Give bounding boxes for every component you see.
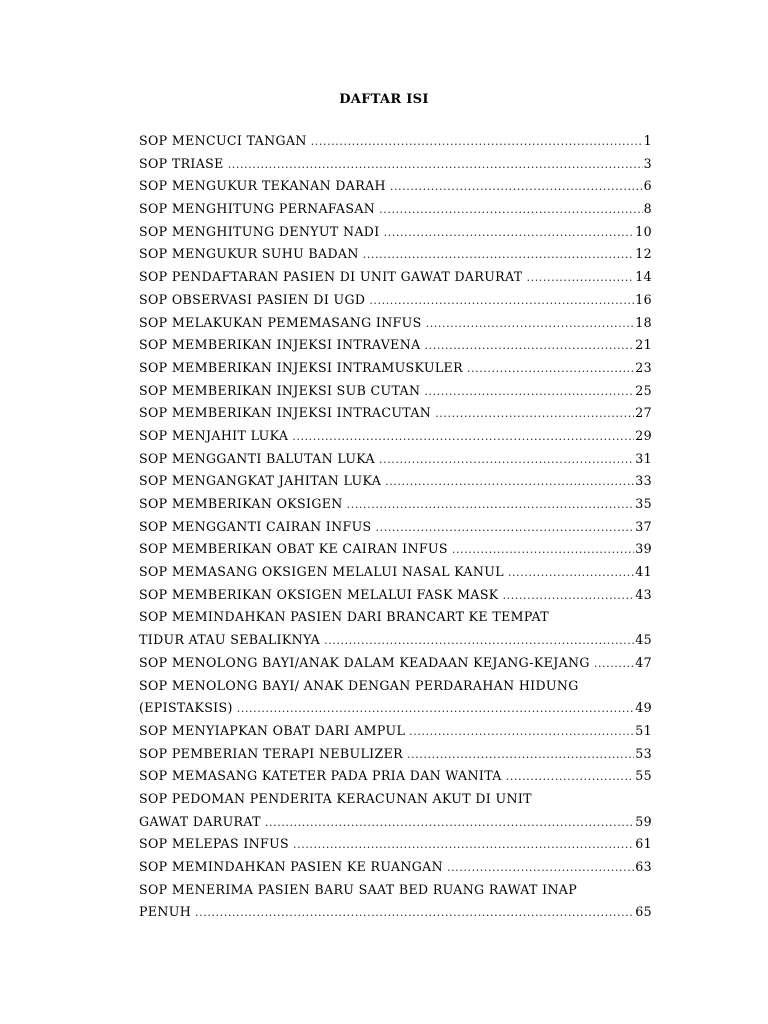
dot-leader xyxy=(425,335,635,357)
toc-entry-title: SOP MELEPAS INFUS xyxy=(139,836,290,852)
toc-entry[interactable] xyxy=(139,765,652,788)
toc-entry-line xyxy=(139,516,652,539)
toc-entry-title: SOP MENGUKUR SUHU BADAN xyxy=(139,246,359,262)
toc-page-number: 51 xyxy=(635,722,652,738)
toc-entry[interactable] xyxy=(139,788,652,833)
dot-leader xyxy=(508,562,634,584)
toc-entry-title: (EPISTAKSIS) xyxy=(139,700,233,716)
toc-entry-title: PENUH xyxy=(139,904,192,920)
toc-entry-title: SOP PEDOMAN PENDERITA KERACUNAN AKUT DI UNIT xyxy=(139,790,532,806)
toc-entry-title: SOP MEMBERIKAN INJEKSI INTRAVENA xyxy=(139,337,421,353)
page-title: DAFTAR ISI xyxy=(339,92,429,107)
toc-entry-title: SOP MENCUCI TANGAN xyxy=(139,133,307,148)
toc-entry-line xyxy=(139,130,652,153)
toc-entry-title: SOP MELAKUKAN PEMEMASANG INFUS xyxy=(139,314,422,330)
toc-entry[interactable] xyxy=(139,516,652,539)
toc-entry-line xyxy=(139,720,652,743)
dot-leader xyxy=(447,857,634,879)
toc-entry-title: SOP MENERIMA PASIEN BARU SAAT BED RUANG RAWAT INAP xyxy=(139,881,578,897)
toc-page-number: 10 xyxy=(635,223,652,239)
toc-entry-title: SOP MEMBERIKAN INJEKSI INTRACUTAN xyxy=(139,405,432,421)
toc-entry-title: SOP MEMBERIKAN INJEKSI SUB CUTAN xyxy=(139,382,421,398)
toc-entry-title: SOP TRIASE xyxy=(139,155,224,171)
toc-entry-title: SOP OBSERVASI PASIEN DI UGD xyxy=(139,291,366,307)
toc-entry-line xyxy=(139,697,652,720)
toc-entry-line xyxy=(139,380,652,403)
toc-entry-line xyxy=(139,675,652,698)
dot-leader xyxy=(435,403,634,425)
dot-leader xyxy=(347,494,635,516)
toc-entry-line xyxy=(139,312,652,335)
dot-leader xyxy=(265,812,634,834)
dot-leader xyxy=(452,539,634,561)
dot-leader xyxy=(379,449,634,471)
toc-entry-line xyxy=(139,402,652,425)
toc-entry-title: SOP PENDAFTARAN PASIEN DI UNIT GAWAT DARURAT xyxy=(139,269,523,285)
toc-entry-title: SOP MENYIAPKAN OBAT DARI AMPUL xyxy=(139,722,406,738)
toc-entry[interactable] xyxy=(139,221,652,244)
toc-entry-line xyxy=(139,221,652,244)
toc-page-number: 47 xyxy=(635,654,652,670)
toc-page-number: 3 xyxy=(643,155,652,171)
dot-leader xyxy=(293,834,634,856)
toc-entry-line xyxy=(139,743,652,766)
toc-entry-title: SOP MENGHITUNG PERNAFASAN xyxy=(139,201,376,217)
toc-entry[interactable] xyxy=(139,425,652,448)
toc-page-number: 53 xyxy=(635,745,652,761)
dot-leader xyxy=(594,653,634,675)
toc-entry-line xyxy=(139,788,652,811)
toc-entry-line xyxy=(139,175,652,198)
toc-entry[interactable] xyxy=(139,289,652,312)
toc-entry-line xyxy=(139,493,652,516)
toc-entry[interactable] xyxy=(139,312,652,335)
toc-entry-title: TIDUR ATAU SEBALIKNYA xyxy=(139,632,321,648)
dot-leader xyxy=(228,154,643,176)
toc-entry-title: SOP MENGHITUNG DENYUT NADI xyxy=(139,223,380,239)
toc-entry[interactable] xyxy=(139,561,652,584)
toc-entry-line xyxy=(139,153,652,176)
dot-leader xyxy=(311,131,643,153)
toc-page-number: 65 xyxy=(635,904,652,920)
toc-entry-line xyxy=(139,289,652,312)
toc-page-number: 25 xyxy=(635,382,652,398)
dot-leader xyxy=(379,199,642,221)
toc-entry-line xyxy=(139,765,652,788)
toc-entry[interactable] xyxy=(139,743,652,766)
toc-entry-title: SOP MEMASANG OKSIGEN MELALUI NASAL KANUL xyxy=(139,564,504,580)
dot-leader xyxy=(369,290,634,312)
toc-entry[interactable] xyxy=(139,357,652,380)
toc-page-number: 29 xyxy=(635,427,652,443)
toc-entry[interactable] xyxy=(139,448,652,471)
toc-page-number: 35 xyxy=(635,496,652,511)
toc-page-number: 55 xyxy=(635,768,652,784)
toc-entry-title: SOP MEMASANG KATETER PADA PRIA DAN WANITA xyxy=(139,768,502,784)
toc-page-number: 14 xyxy=(635,269,652,285)
dot-leader xyxy=(424,381,634,403)
toc-entry-line xyxy=(139,811,652,834)
toc-entry-line xyxy=(139,448,652,471)
toc-page-number: 43 xyxy=(635,586,652,602)
dot-leader xyxy=(467,358,634,380)
toc-entry-title: SOP MEMBERIKAN OBAT KE CAIRAN INFUS xyxy=(139,541,448,557)
toc-entry-line xyxy=(139,833,652,856)
toc-page-number: 27 xyxy=(635,405,652,421)
toc-entry-title: SOP MENGUKUR TEKANAN DARAH xyxy=(139,178,386,194)
toc-entry-line xyxy=(139,901,652,924)
dot-leader xyxy=(426,313,635,335)
table-of-contents xyxy=(139,130,652,924)
dot-leader xyxy=(363,244,635,266)
toc-page-number: 21 xyxy=(635,337,652,353)
toc-entry[interactable] xyxy=(139,243,652,266)
dot-leader xyxy=(385,471,634,493)
toc-entry-title: SOP MEMBERIKAN OKSIGEN MELALUI FASK MASK xyxy=(139,586,499,602)
toc-entry[interactable] xyxy=(139,153,652,176)
toc-entry-line xyxy=(139,584,652,607)
dot-leader xyxy=(237,698,635,720)
toc-page-number: 45 xyxy=(635,632,652,648)
toc-page-number: 31 xyxy=(635,450,652,466)
toc-entry[interactable] xyxy=(139,130,652,153)
dot-leader xyxy=(195,902,634,924)
toc-entry-title: SOP MENGGANTI BALUTAN LUKA xyxy=(139,450,375,466)
dot-leader xyxy=(376,517,635,539)
toc-entry-line xyxy=(139,198,652,221)
toc-page-number: 33 xyxy=(635,473,652,489)
toc-entry[interactable] xyxy=(139,175,652,198)
dot-leader xyxy=(409,721,634,743)
toc-entry-line xyxy=(139,856,652,879)
toc-entry-line xyxy=(139,266,652,289)
toc-entry[interactable] xyxy=(139,675,652,720)
toc-page-number: 63 xyxy=(635,859,652,874)
toc-entry[interactable] xyxy=(139,493,652,516)
toc-entry[interactable] xyxy=(139,538,652,561)
toc-entry[interactable] xyxy=(139,652,652,675)
toc-entry-line xyxy=(139,470,652,493)
toc-entry[interactable] xyxy=(139,856,652,879)
toc-entry-title: SOP MENGANGKAT JAHITAN LUKA xyxy=(139,473,382,489)
dot-leader xyxy=(506,766,635,788)
toc-page-number: 37 xyxy=(635,518,652,534)
toc-entry-line xyxy=(139,425,652,448)
toc-entry-title: SOP MENOLONG BAYI/ANAK DALAM KEADAAN KEJANG-KEJANG xyxy=(139,654,590,670)
toc-page-number: 39 xyxy=(635,541,652,557)
toc-entry[interactable] xyxy=(139,380,652,403)
toc-entry-line xyxy=(139,879,652,902)
toc-entry-title: SOP MEMBERIKAN INJEKSI INTRAMUSKULER xyxy=(139,359,463,375)
toc-entry[interactable] xyxy=(139,470,652,493)
dot-leader xyxy=(384,222,635,244)
toc-entry[interactable] xyxy=(139,266,652,289)
toc-entry-line xyxy=(139,357,652,380)
toc-entry-line xyxy=(139,606,652,629)
toc-page-number: 16 xyxy=(635,291,652,307)
toc-entry-title: SOP MEMINDAHKAN PASIEN DARI BRANCART KE TEMPAT xyxy=(139,609,550,625)
dot-leader xyxy=(324,630,634,652)
toc-entry-title: SOP MENJAHIT LUKA xyxy=(139,427,289,443)
toc-entry-title: SOP PEMBERIAN TERAPI NEBULIZER xyxy=(139,745,403,761)
toc-entry-line xyxy=(139,243,652,266)
toc-entry[interactable] xyxy=(139,198,652,221)
toc-page-number: 12 xyxy=(635,246,652,262)
toc-page-number: 6 xyxy=(643,178,652,194)
toc-entry-line xyxy=(139,538,652,561)
toc-entry[interactable] xyxy=(139,334,652,357)
toc-page-number: 59 xyxy=(635,813,652,829)
toc-entry-title: GAWAT DARURAT xyxy=(139,813,261,829)
dot-leader xyxy=(292,426,634,448)
toc-entry[interactable] xyxy=(139,402,652,425)
toc-page-number: 8 xyxy=(643,201,652,217)
toc-entry[interactable] xyxy=(139,833,652,856)
dot-leader xyxy=(390,176,643,198)
toc-entry[interactable] xyxy=(139,584,652,607)
toc-entry-title: SOP MEMBERIKAN OKSIGEN xyxy=(139,496,343,511)
toc-entry-line xyxy=(139,629,652,652)
toc-page-number: 41 xyxy=(635,564,652,580)
toc-entry[interactable] xyxy=(139,720,652,743)
toc-page-number: 61 xyxy=(635,836,652,852)
toc-entry-line xyxy=(139,652,652,675)
dot-leader xyxy=(503,585,635,607)
toc-entry[interactable] xyxy=(139,606,652,651)
toc-page-number: 1 xyxy=(643,133,652,148)
toc-page-number: 23 xyxy=(635,359,652,375)
toc-page-number: 49 xyxy=(635,700,652,716)
toc-page-number: 18 xyxy=(635,314,652,330)
toc-entry-line xyxy=(139,561,652,584)
toc-entry-title: SOP MENOLONG BAYI/ ANAK DENGAN PERDARAHAN HIDUNG xyxy=(139,677,579,693)
dot-leader xyxy=(407,744,634,766)
toc-entry[interactable] xyxy=(139,879,652,924)
toc-entry-line xyxy=(139,334,652,357)
dot-leader xyxy=(527,267,635,289)
toc-entry-title: SOP MEMINDAHKAN PASIEN KE RUANGAN xyxy=(139,859,443,874)
toc-entry-title: SOP MENGGANTI CAIRAN INFUS xyxy=(139,518,372,534)
